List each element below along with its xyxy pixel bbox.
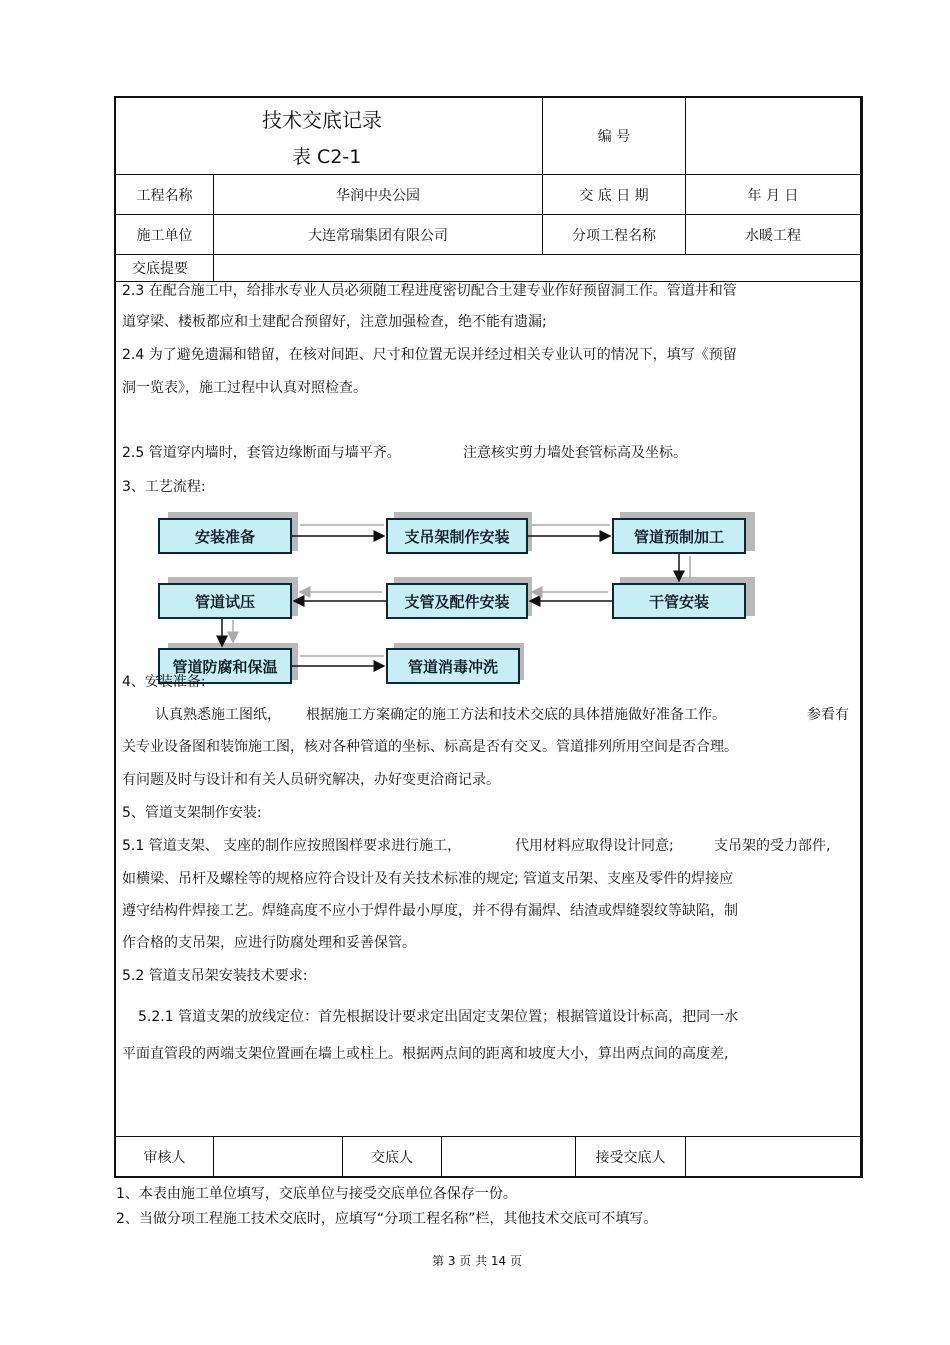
contractor-label: 施工单位 bbox=[136, 227, 193, 244]
flow-step-support-fabrication: 支吊架制作安装 bbox=[386, 518, 528, 554]
para-4-line3: 有问题及时与设计和有关人员研究解决，办好变更洽商记录。 bbox=[122, 772, 500, 788]
para-4-line1-a: 认真熟悉施工图纸， bbox=[155, 707, 281, 723]
para-5-1-line1-a: 5.1 管道支架、 支座的制作应按照图样要求进行施工， bbox=[122, 838, 462, 854]
date-value[interactable]: 年 月 日 bbox=[747, 187, 799, 204]
para-5-1-line3: 遵守结构件焊接工艺。焊缝高度不应小于焊件最小厚度，并不得有漏焊、结渣或焊缝裂纹等缺陷，制 bbox=[122, 903, 738, 919]
note-1: 1、本表由施工单位填写，交底单位与接受交底单位各保存一份。 bbox=[116, 1186, 517, 1202]
para-5-1-line1-c: 支吊架的受力部件, bbox=[714, 838, 831, 854]
subproject-value[interactable]: 水暖工程 bbox=[745, 227, 801, 244]
heading-process-flow: 3、工艺流程: bbox=[122, 479, 206, 495]
form-title: 技术交底记录 bbox=[262, 108, 382, 132]
subproject-label: 分项工程名称 bbox=[572, 227, 656, 244]
para-5-2-1-line2: 平面直管段的两端支架位置画在墙上或柱上。根据两点间的距离和坡度大小，算出两点间的高度差, bbox=[122, 1046, 729, 1062]
reviewer-label: 审核人 bbox=[143, 1149, 186, 1166]
para-5-1-line1-b: 代用材料应取得设计同意; bbox=[515, 838, 674, 854]
form-code: 表 C2-1 bbox=[292, 146, 362, 168]
project-name-label: 工程名称 bbox=[136, 187, 193, 204]
flow-step-pressure-test: 管道试压 bbox=[158, 583, 292, 619]
flow-step-branch-pipe-install: 支管及配件安装 bbox=[386, 583, 528, 619]
receiver-label: 接受交底人 bbox=[595, 1149, 666, 1166]
para-2-4-line1: 2.4 为了避免遗漏和错留，在核对间距、尺寸和位置无误并经过相关专业认可的情况下，填写《预留 bbox=[122, 347, 737, 363]
flow-step-anticorrosion-insulation: 管道防腐和保温 bbox=[158, 648, 292, 684]
discloser-field[interactable] bbox=[442, 1137, 575, 1176]
para-5-2-1-line1: 5.2.1 管道支架的放线定位：首先根据设计要求定出固定支架位置；根据管道设计标高，把同一水 bbox=[138, 1009, 739, 1025]
heading-install-prep: 4、安装准备: bbox=[122, 674, 206, 690]
para-2-3-line2: 道穿梁、楼板都应和土建配合预留好，注意加强检查，绝不能有遗漏; bbox=[122, 314, 547, 330]
para-2-3-line1: 2.3 在配合施工中，给排水专业人员必须随工程进度密切配合土建专业作好预留洞工作。管道井和管 bbox=[122, 283, 737, 299]
number-label: 编 号 bbox=[597, 129, 631, 145]
flow-step-disinfection-flush: 管道消毒冲洗 bbox=[386, 648, 520, 684]
para-2-4-line2: 洞一览表》，施工过程中认真对照检查。 bbox=[122, 380, 367, 396]
para-5-1-line4: 作合格的支吊架，应进行防腐处理和妥善保管。 bbox=[122, 935, 416, 951]
page-number: 第 3 页 共 14 页 bbox=[432, 1254, 522, 1268]
flow-step-install-prep: 安装准备 bbox=[158, 518, 292, 554]
heading-support-install: 5.2 管道支吊架安装技术要求: bbox=[122, 968, 308, 984]
heading-support-fabrication: 5、管道支架制作安装: bbox=[122, 805, 262, 821]
project-name-value[interactable]: 华润中央公园 bbox=[336, 187, 420, 204]
para-5-1-line2: 如横梁、吊杆及螺栓等的规格应符合设计及有关技术标准的规定; 管道支吊架、支座及零件的焊接应 bbox=[122, 871, 734, 887]
para-4-line2: 关专业设备图和装饰施工图，核对各种管道的坐标、标高是否有交叉。管道排列所用空间是否合理。 bbox=[122, 739, 738, 755]
para-2-5-a: 2.5 管道穿内墙时，套管边缘断面与墙平齐。 bbox=[122, 445, 401, 461]
para-4-line1-b: 根据施工方案确定的施工方法和技术交底的具体措施做好准备工作。 bbox=[306, 707, 726, 723]
reviewer-field[interactable] bbox=[214, 1137, 342, 1176]
date-label: 交 底 日 期 bbox=[579, 187, 649, 204]
flow-step-pipe-prefabrication: 管道预制加工 bbox=[612, 518, 746, 554]
summary-label: 交底提要 bbox=[132, 261, 188, 277]
note-2: 2、当做分项工程施工技术交底时，应填写“分项工程名称”栏，其他技术交底可不填写。 bbox=[116, 1211, 658, 1227]
contractor-value[interactable]: 大连常瑞集团有限公司 bbox=[308, 227, 448, 244]
para-2-5-b: 注意核实剪力墙处套管标高及坐标。 bbox=[463, 445, 687, 461]
discloser-label: 交底人 bbox=[371, 1149, 413, 1166]
flow-step-main-pipe-install: 干管安装 bbox=[612, 583, 746, 619]
para-4-line1-c: 参看有 bbox=[807, 707, 849, 723]
receiver-field[interactable] bbox=[686, 1137, 860, 1176]
